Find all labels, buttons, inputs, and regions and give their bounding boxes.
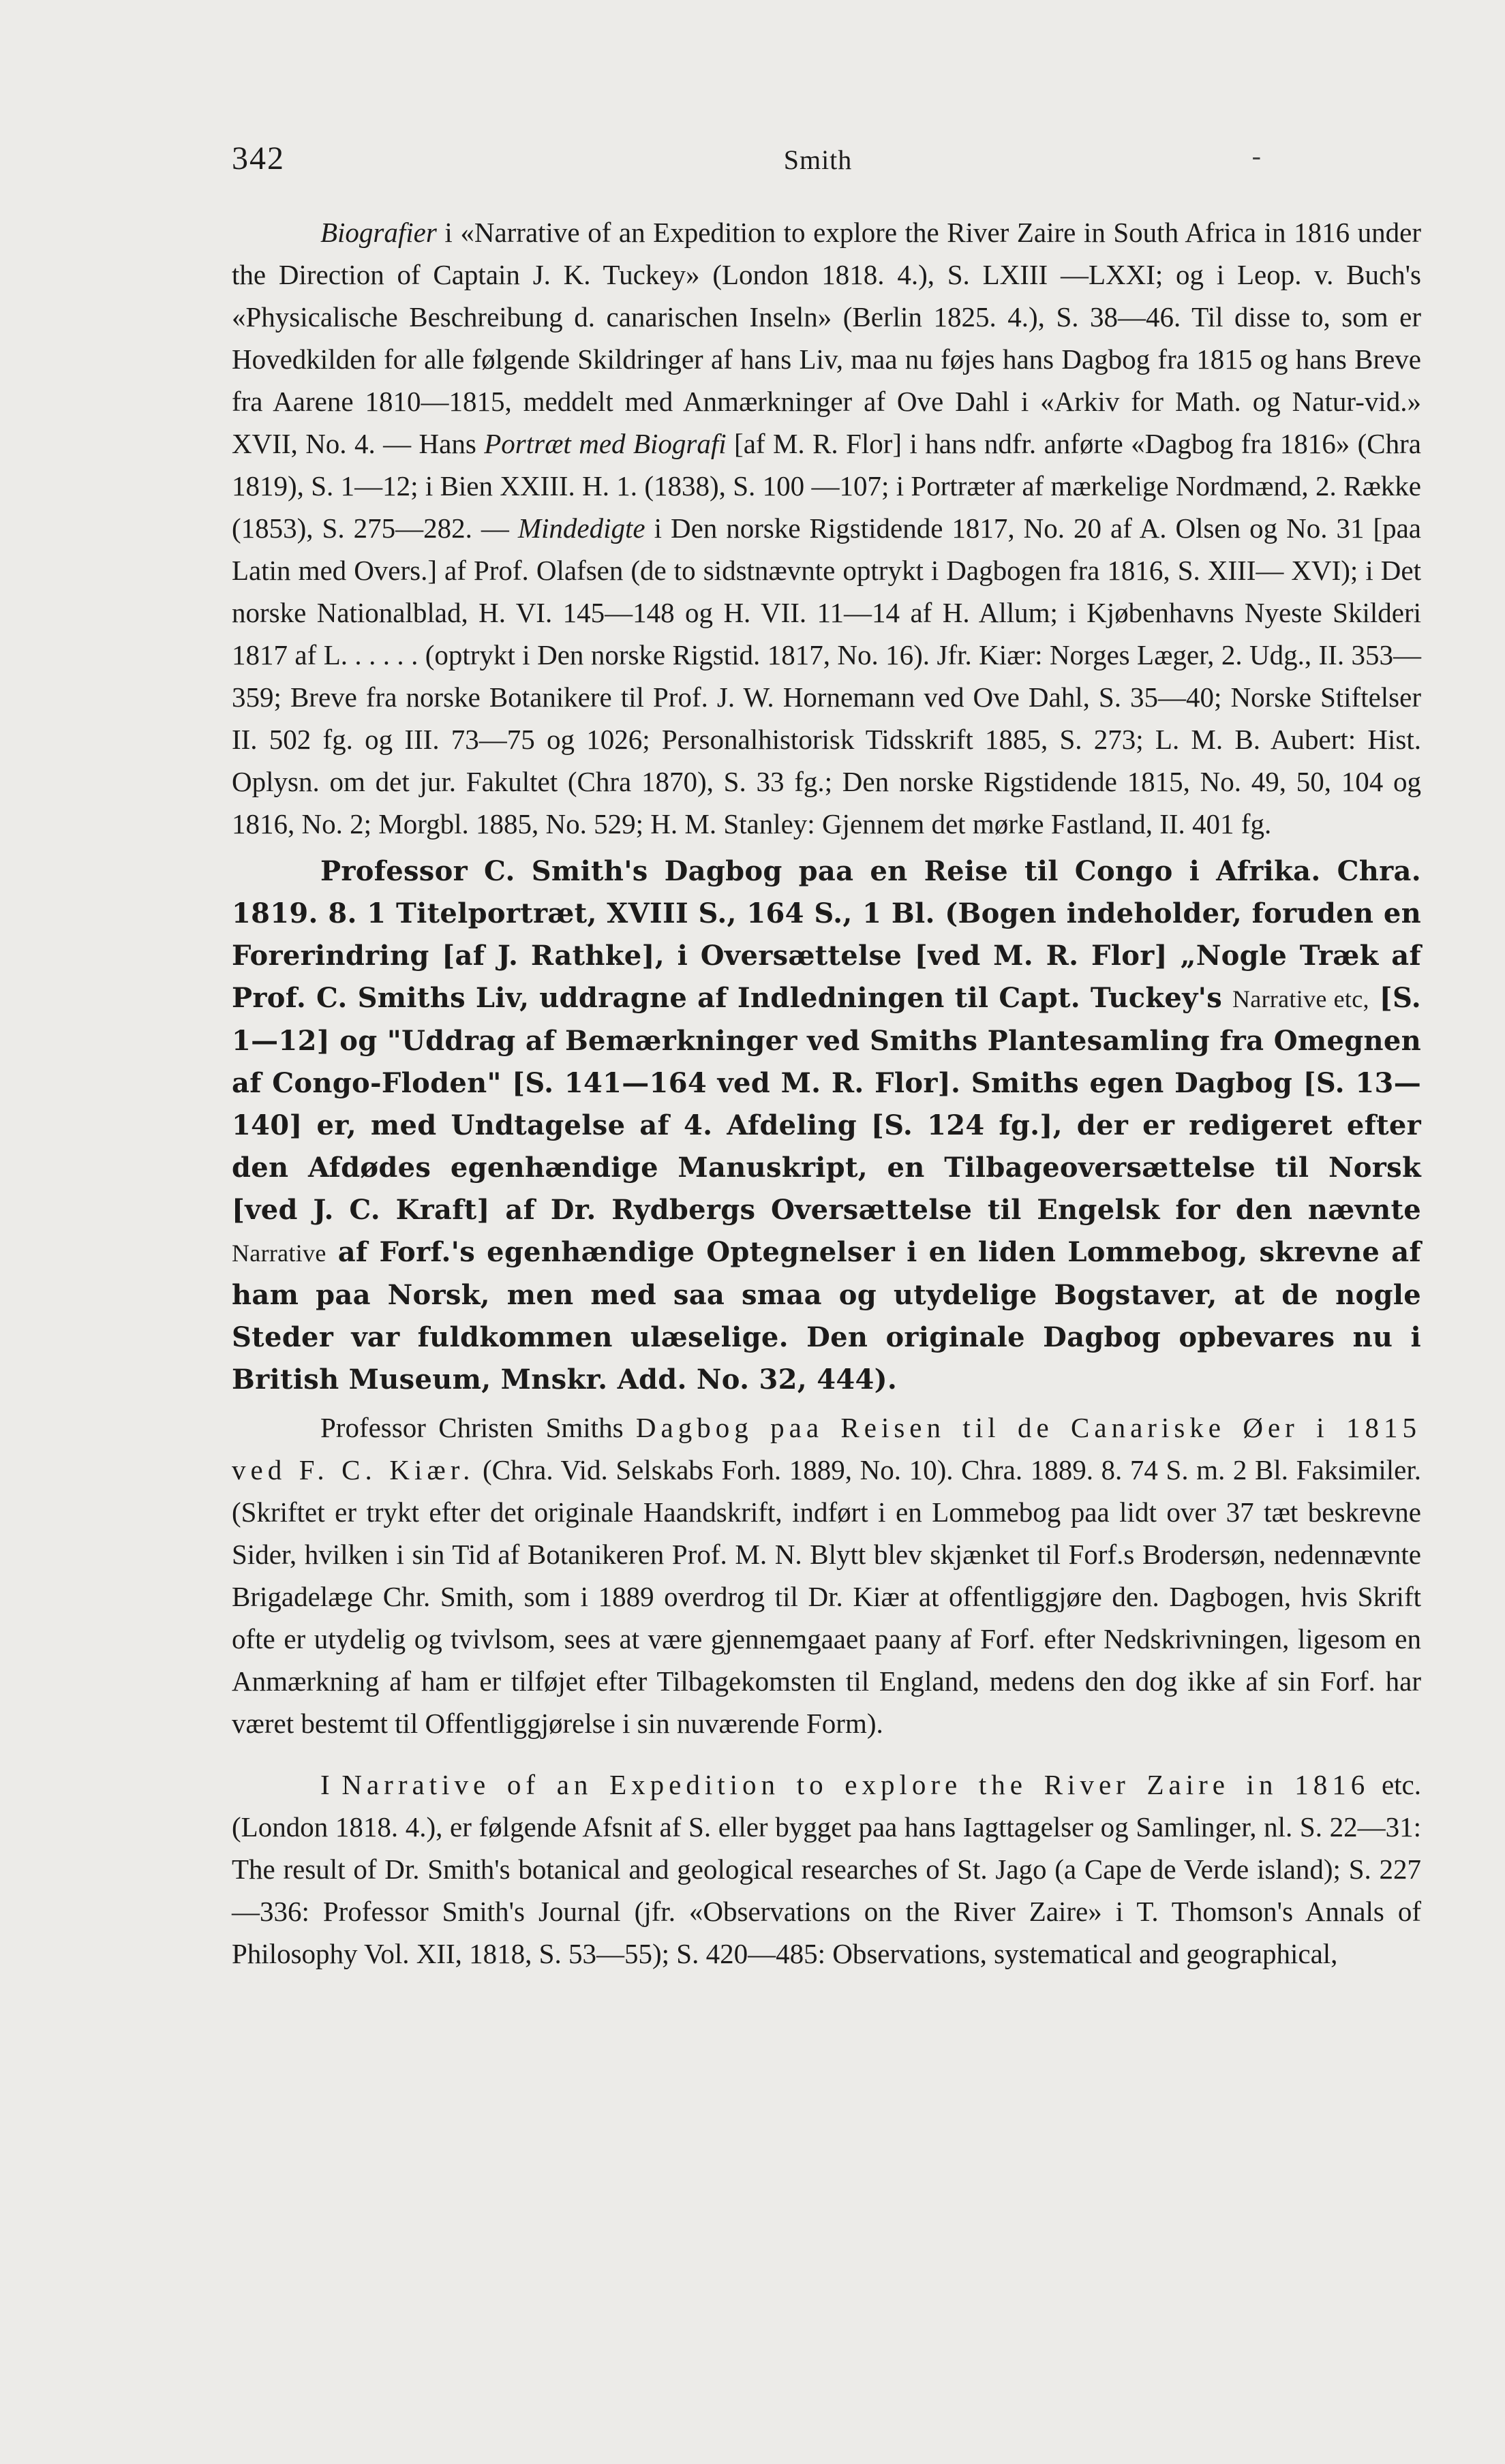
header-mark: -	[1251, 140, 1261, 171]
narrative-reference: Narrative etc,	[1232, 985, 1369, 1013]
narrative-reference-2: Narrative	[232, 1239, 326, 1267]
narrative-text: etc. (London 1818. 4.), er følgende Afsnit af S. eller bygget paa hans Iagttagelser og Samlinger, nl. S. 22—31: The result of Dr. Smith's botanical and geological researches of St. Jago (a Cape de Verde island); S. 227—336: Professor Smith's Journal (jfr. «Observations on the River Zaire» i T. Thomson's Annals of Philosophy Vol. XII, 1818, S. 53—55); S. 420—485: Observations, systematical and geographical,	[232, 1769, 1421, 1969]
page-number: 342	[232, 140, 285, 176]
paragraph-narrative	[232, 1764, 1421, 1975]
paragraph-biografier	[232, 211, 1421, 845]
page-body	[232, 211, 1421, 1975]
biografier-heading: Biografier	[320, 217, 437, 248]
dagbog-1816-text-1: Professor C. Smith's Dagbog paa en Reise til Congo i Afrika. Chra. 1819. 8. 1 Titelportræt, XVIII S., 164 S., 1 Bl. (Bogen indeholder, foruden en Forerindring [af J. Rathke], i Oversættelse [ved M. R. Flor] „Nogle Træk af Prof. C. Smiths Liv, uddragne af Indledningen til Capt. Tuckey's	[232, 855, 1421, 1014]
dagbog-1815-text: (Chra. Vid. Selskabs Forh. 1889, No. 10). Chra. 1889. 8. 74 S. m. 2 Bl. Faksimiler. (Skriftet er trykt efter det originale Haandskrift, indført i en Lommebog paa lidt over 37 tæt beskrevne Sider, hvilken i sin Tid af Botanikeren Prof. M. N. Blytt blev skjænket til Forf.s Brodersøn, nedennævnte Brigadelæge Chr. Smith, som i 1889 overdrog til Dr. Kiær at offentliggjøre den. Dagbogen, hvis Skrift ofte er utydelig og tvivlsom, sees at være gjennemgaaet paany af Forf. efter Nedskrivningen, ligesom en Anmærkning af ham er tilføjet efter Tilbagekomsten til England, medens den dog ikke af sin Forf. har været bestemt til Offentliggjørelse i sin nuværende Form).	[232, 1454, 1421, 1739]
running-head: Smith	[783, 144, 853, 175]
portraet-text: [af M. R. Flor] i hans ndfr. anførte «Dagbog fra 1816» (Chra 1819), S. 1—12; i Bien XXIII. H. 1. (1838), S. 100 —107; i Portræter af mærkelige Nordmænd, 2. Række (1853), S. 275—282. —	[232, 428, 1421, 544]
biografier-text: i «Narrative of an Expedition to explore the River Zaire in South Africa in 1816 under the Direction of Captain J. K. Tuckey» (London 1818. 4.), S. LXIII —LXXI; og i Leop. v. Buch's «Physicalische Beschreibung d. canarischen Inseln» (Berlin 1825. 4.), S. 38—46. Til disse to, som er Hovedkilden for alle følgende Skildringer af hans Liv, maa nu føjes hans Dagbog fra 1815 og hans Breve fra Aarene 1810—1815, meddelt med Anmærkninger af Ove Dahl i «Arkiv for Math. og Natur-vid.» XVII, No. 4. — Hans	[232, 217, 1421, 459]
dagbog-1815-title: Dagbog paa Reisen til de Canariske Øer i 1815 ved F. C. Kiær.	[232, 1412, 1421, 1485]
mindedigte-italic: Mindedigte	[517, 512, 645, 544]
dagbog-1816-text-2: [S. 1—12] og "Uddrag af Bemærkninger ved Smiths Plantesamling fra Omegnen af Congo-Floden" [S. 141—164 ved M. R. Flor]. Smiths egen Dagbog [S. 13—140] er, med Undtagelse af 4. Afdeling [S. 124 fg.], der er redigeret efter den Afdødes egenhændige Manuskript, en Tilbageoversættelse til Norsk [ved J. C. Kraft] af Dr. Rydbergs Oversættelse til Engelsk for den nævnte	[232, 982, 1421, 1226]
narrative-title: Narrative of an Expedition to explore the River Zaire in 1816	[341, 1769, 1370, 1800]
dagbog-1815-lead: Professor Christen Smiths	[320, 1412, 636, 1443]
portraet-italic: Portræt med Biografi	[484, 428, 727, 459]
page-header	[232, 140, 1404, 187]
dagbog-1816-text-3: af Forf.'s egenhændige Optegnelser i en liden Lommebog, skrevne af ham paa Norsk, men med saa smaa og utydelige Bogstaver, at de nogle Steder var fuldkommen ulæselige. Den originale Dagbog opbevares nu i British Museum, Mnskr. Add. No. 32, 444).	[232, 1236, 1421, 1396]
mindedigte-text: i Den norske Rigstidende 1817, No. 20 af A. Olsen og No. 31 [paa Latin med Overs.] af Prof. Olafsen (de to sidstnævnte optrykt i Dagbogen fra 1816, S. XIII— XVI); i Det norske Nationalblad, H. VI. 145—148 og H. VII. 11—14 af H. Allum; i Kjøbenhavns Nyeste Skilderi 1817 af L. . . . . . (optrykt i Den norske Rigstid. 1817, No. 16). Jfr. Kiær: Norges Læger, 2. Udg., II. 353—359; Breve fra norske Botanikere til Prof. J. W. Hornemann ved Ove Dahl, S. 35—40; Norske Stiftelser II. 502 fg. og III. 73—75 og 1026; Personalhistorisk Tidsskrift 1885, S. 273; L. M. B. Aubert: Hist. Oplysn. om det jur. Fakultet (Chra 1870), S. 33 fg.; Den norske Rigstidende 1815, No. 49, 50, 104 og 1816, No. 2; Morgbl. 1885, No. 529; H. M. Stanley: Gjennem det mørke Fastland, II. 401 fg.	[232, 512, 1421, 840]
paragraph-dagbog-1815	[232, 1406, 1421, 1744]
narrative-lead: I	[320, 1769, 342, 1800]
paragraph-dagbog-1816	[232, 850, 1421, 1401]
